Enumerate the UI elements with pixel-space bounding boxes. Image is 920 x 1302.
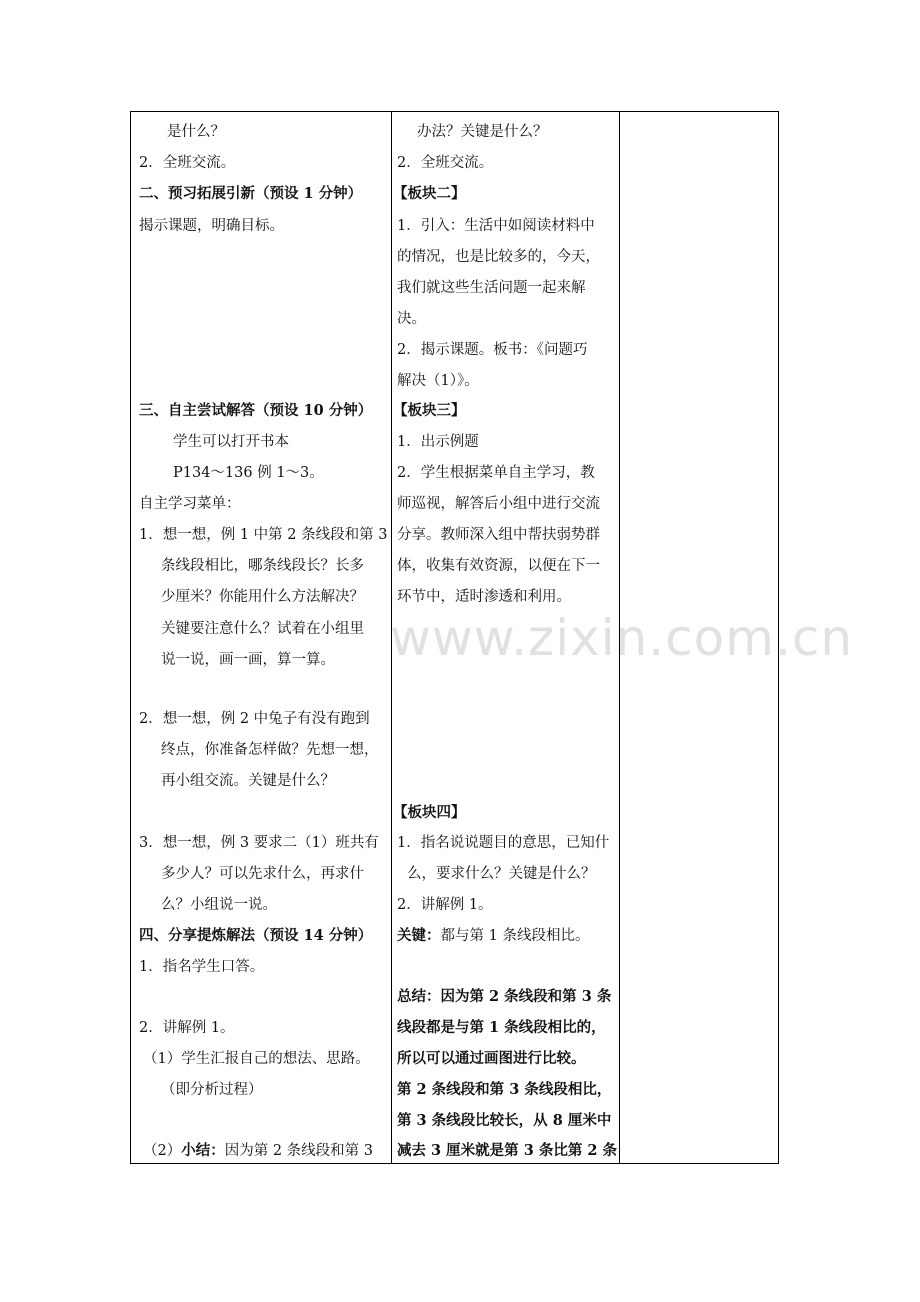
text-line: P134～136 例 1～3。 (173, 465, 324, 481)
text-line: 1．指名学生口答。 (139, 959, 265, 975)
text-line: 多少人？可以先求什么，再求什 (161, 866, 364, 882)
summary-line: 减去 3 厘米就是第 3 条比第 2 条 (397, 1142, 618, 1159)
text-line: 办法？关键是什么？ (417, 124, 548, 140)
text-line: 2．讲解例 1。 (397, 897, 493, 913)
text-line: 2．学生根据菜单自主学习，教 (397, 465, 595, 481)
section-heading: 三、自主尝试解答（预设 10 分钟） (139, 402, 373, 419)
text-line: 条线段相比，哪条线段长？长多 (161, 558, 364, 574)
text-line: 揭示课题，明确目标。 (139, 218, 284, 234)
text-line: 终点，你准备怎样做？先想一想， (161, 742, 379, 758)
text-line: 决。 (397, 311, 426, 327)
summary-line: 第 3 条线段比较长，从 8 厘米中 (397, 1112, 612, 1129)
block-heading: 【板块三】 (393, 402, 466, 419)
summary-line: 线段都是与第 1 条线段相比的， (397, 1019, 606, 1036)
text-line: 2．想一想，例 2 中兔子有没有跑到 (139, 711, 370, 727)
text-line: 2．全班交流。 (397, 155, 494, 171)
text-line: 再小组交流。关键是什么？ (161, 773, 335, 789)
text-line: 么？小组说一说。 (161, 897, 277, 913)
section-heading: 二、预习拓展引新（预设 1 分钟） (139, 185, 363, 202)
text-line: 学生可以打开书本 (173, 434, 289, 450)
summary-line: 总结：因为第 2 条线段和第 3 条 (397, 988, 612, 1005)
text-line: 2．揭示课题。板书：《问题巧 (397, 342, 588, 358)
text-line: 环节中，适时渗透和利用。 (397, 589, 571, 605)
watermark: www.zixin.com.cn (390, 609, 854, 667)
text-line: 3．想一想，例 3 要求二（1）班共有 (139, 835, 379, 851)
text-line: 2．全班交流。 (139, 155, 236, 171)
text-line: 少厘米？你能用什么方法解决？ (161, 589, 364, 605)
student-activity-column (139, 112, 389, 1163)
text-line: 关键要注意什么？试着在小组里 (161, 621, 364, 637)
text-line: 自主学习菜单： (139, 496, 241, 512)
text-line: 么，要求什么？关键是什么？ (407, 866, 596, 882)
text-line: 的情况，也是比较多的，今天， (397, 249, 600, 265)
text-line: 是什么？ (167, 124, 225, 140)
summary-line: 所以可以通过画图进行比较。 (397, 1050, 586, 1067)
text-line: 1．指名说说题目的意思，已知什 (397, 835, 610, 851)
text-line: 师巡视，解答后小组中进行交流 (397, 496, 600, 512)
text-line: （2）小结：因为第 2 条线段和第 3 (143, 1142, 374, 1159)
text-line: 分享。教师深入组中帮扶弱势群 (397, 527, 600, 543)
text-line: （1）学生汇报自己的想法、思路。 (143, 1051, 370, 1067)
text-line: 我们就这些生活问题一起来解 (397, 280, 586, 296)
block-heading: 【板块二】 (393, 185, 466, 202)
text-line: 1．想一想，例 1 中第 2 条线段和第 3 (139, 527, 388, 543)
text-line: 说一说，画一画，算一算。 (161, 652, 335, 668)
text-line: （即分析过程） (161, 1082, 263, 1098)
block-heading: 【板块四】 (393, 804, 466, 821)
text-line: 关键：都与第 1 条线段相比。 (397, 927, 590, 944)
text-line: 解决（1）》。 (397, 373, 479, 389)
section-heading: 四、分享提炼解法（预设 14 分钟） (139, 927, 373, 944)
text-line: 2．讲解例 1。 (139, 1020, 235, 1036)
summary-line: 第 2 条线段和第 3 条线段相比， (397, 1081, 612, 1098)
text-line: 体，收集有效资源，以便在下一 (397, 558, 600, 574)
text-line: 1．引入：生活中如阅读材料中 (397, 218, 595, 234)
text-line: 1．出示例题 (397, 434, 479, 450)
